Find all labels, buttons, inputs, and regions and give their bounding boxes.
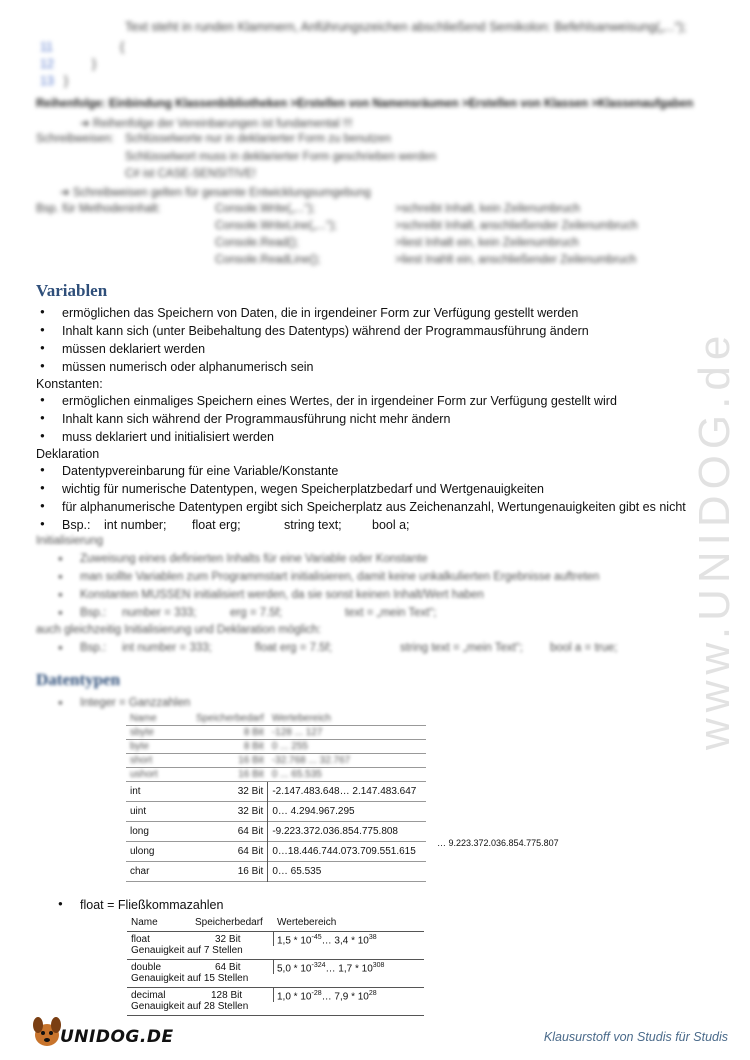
cell: 16 Bit	[192, 862, 268, 882]
list-item: ● ermöglichen das Speichern von Daten, die in irgendeiner Form zur Verfügung gestellt werden	[62, 306, 578, 320]
code-line: {	[120, 40, 125, 54]
list-item: ● ermöglichen einmaliges Speichern eines Wertes, der in irgendeiner Form zur Verfügung gestellt wird	[62, 394, 617, 408]
schreib-1: Schlüsselworte nur in deklarierter Form zu benutzen	[125, 133, 391, 145]
cell: decimal	[131, 990, 166, 1001]
integer-table	[126, 712, 426, 882]
konstanten-label: Konstanten:	[36, 377, 103, 391]
table-row	[127, 932, 424, 960]
init-label: Initialisierung	[36, 535, 104, 547]
cell: 8 Bit	[192, 740, 268, 754]
instruction-line: Text steht in runden Klammern, Anführungszeichen abschließend Semikolon: Befehlsanweisung(„...“);	[125, 20, 687, 34]
value: 1,5 * 10	[277, 935, 312, 947]
bsp-code: string text = „mein Text“;	[400, 642, 523, 654]
cell: 8 Bit	[192, 726, 268, 740]
cell: 64 Bit	[215, 962, 241, 973]
cell: 32 Bit	[192, 782, 268, 802]
value: … 1,7 * 10	[325, 963, 373, 975]
cell: 0 ... 255	[268, 740, 426, 754]
watermark: www.UNIDOG.de	[690, 329, 739, 750]
exponent: 308	[372, 962, 385, 969]
code-line-num: 13	[40, 74, 54, 88]
code-line-num: 11	[40, 40, 53, 54]
exponent: 38	[368, 934, 377, 941]
header-cell: Speicherbedarf	[195, 917, 263, 928]
bsp-code: number = 333;	[122, 607, 197, 619]
bsp-label: Bsp.:	[80, 607, 107, 619]
value: … 7,9 * 10	[321, 991, 369, 1003]
list-item: ● Inhalt kann sich (unter Beibehaltung des Datentyps) während der Programmausführung ändern	[62, 324, 589, 338]
schreib-3: C# ist CASE-SENSITIVE!	[125, 168, 257, 180]
schreib-label: Schreibweisen:	[36, 133, 114, 145]
cell: -2.147.483.648… 2.147.483.647	[268, 782, 426, 802]
float-label: ● float = Fließkommazahlen	[80, 898, 223, 912]
cell: sbyte	[126, 726, 192, 740]
logo-text: UNIDOG.DE	[60, 1027, 174, 1047]
value: 5,0 * 10	[277, 963, 312, 975]
list-item: ● Zuweisung eines definierten Inhalts für eine Variable oder Konstante	[80, 553, 428, 565]
order-heading: Reihenfolge: Einbindung Klassenbibliotheken >Erstellen von Namensräumen >Erstellen von Klassen >Klassenaufgaben	[36, 98, 694, 110]
float-table	[127, 915, 424, 1016]
cell: 128 Bit	[211, 990, 243, 1001]
table-header	[127, 915, 424, 932]
order-note	[80, 116, 352, 130]
table-row	[126, 842, 426, 862]
method-desc: >schreibt Inhalt, anschließender Zeilenumbruch	[395, 220, 638, 232]
exponent: -45	[311, 934, 322, 941]
cell: ushort	[126, 768, 192, 782]
bsp-code: float erg;	[192, 518, 241, 532]
method-name: Console.Write(„...“);	[215, 203, 316, 215]
cell: 16 Bit	[192, 768, 268, 782]
long-max-value: … 9.223.372.036.854.775.807	[437, 838, 559, 848]
cell: uint	[126, 802, 192, 822]
list-item: ● müssen deklariert werden	[62, 342, 205, 356]
value: 1,0 * 10	[277, 991, 312, 1003]
list-item: ● wichtig für numerische Datentypen, wegen Speicherplatzbedarf und Wertgenauigkeiten	[62, 482, 544, 496]
cell: -32.768 ... 32.767	[268, 754, 426, 768]
bsp-label: Bsp.:	[62, 518, 91, 532]
method-desc: >schreibt Inhalt, kein Zeilenumbruch	[395, 203, 581, 215]
code-line: }	[92, 57, 97, 71]
dog-icon	[30, 1015, 64, 1049]
bsp-code: erg = 7.5f;	[230, 607, 283, 619]
cell	[277, 934, 377, 946]
cell: double	[131, 962, 162, 973]
bsp-code: int number = 333;	[122, 642, 212, 654]
order-note-text: Reihenfolge der Vereinbarungen ist fundamental !!!	[92, 118, 353, 130]
cell: char	[126, 862, 192, 882]
table-row	[127, 988, 424, 1016]
cell: 0…18.446.744.073.709.551.615	[268, 842, 426, 862]
cell: 0… 4.294.967.295	[268, 802, 426, 822]
arrow-icon: ➜	[80, 118, 93, 130]
table-row	[126, 768, 426, 782]
cell: 32 Bit	[192, 802, 268, 822]
cell: 0… 65.535	[268, 862, 426, 882]
cell: Genauigkeit auf 15 Stellen	[131, 973, 249, 984]
header-cell: Wertebereich	[277, 917, 337, 928]
cell: 64 Bit	[192, 822, 268, 842]
method-name: Console.Read();	[215, 237, 299, 249]
header-cell: Wertebereich	[271, 713, 332, 724]
table-row	[126, 726, 426, 740]
footer-slogan: Klausurstoff von Studis für Studis	[543, 1030, 728, 1044]
method-desc: >liest Inhalt ein, kein Zeilenumbruch	[395, 237, 579, 249]
cell: float	[131, 934, 150, 945]
header-cell: Name	[131, 917, 158, 928]
cell: ulong	[126, 842, 192, 862]
table-row	[127, 960, 424, 988]
bsp-code: bool a;	[372, 518, 410, 532]
list-item: ● Konstanten MÜSSEN initialisiert werden, da sie sonst keinen Inhalt/Wert haben	[80, 589, 484, 601]
cell: Genauigkeit auf 28 Stellen	[131, 1001, 249, 1012]
cell: 16 Bit	[192, 754, 268, 768]
header-cell: Speicherbedarf	[196, 713, 264, 724]
exponent: -324	[311, 962, 326, 969]
table-row	[126, 802, 426, 822]
schreib-note	[60, 185, 371, 199]
list-item: ● man sollte Variablen zum Programmstart initialisieren, damit keine unkalkulierten Ergebnisse auftreten	[80, 571, 599, 583]
table-row	[126, 754, 426, 768]
cell: -128 ... 127	[268, 726, 426, 740]
list-item-bsp	[62, 518, 410, 532]
cell	[277, 990, 377, 1002]
list-item: ● muss deklariert und initialisiert werden	[62, 430, 274, 444]
cell	[277, 962, 384, 974]
cell: 64 Bit	[192, 842, 268, 862]
section-title-variablen: Variablen	[36, 281, 108, 300]
bsp-code: string text;	[284, 518, 342, 532]
list-item-bsp	[80, 607, 437, 619]
schreib-note-text: Schreibweisen gelten für gesamte Entwicklungsumgebung	[72, 187, 371, 199]
list-item: ● Datentypvereinbarung für eine Variable/Konstante	[62, 464, 338, 478]
table-header	[126, 712, 426, 726]
bsp-code: text = „mein Text“;	[345, 607, 437, 619]
list-item: ● Inhalt kann sich während der Programmausführung nicht mehr ändern	[62, 412, 450, 426]
list-item-bsp	[80, 642, 618, 654]
cell: -9.223.372.036.854.775.808	[268, 822, 426, 842]
cell: short	[126, 754, 192, 768]
table-row	[126, 822, 426, 842]
section-title-datentypen: Datentypen	[36, 670, 121, 689]
method-desc: >liest Inahlt ein, anschließender Zeilenumbruch	[395, 254, 637, 266]
schreib-2: Schlüsselwort muss in deklarierter Form geschrieben werden	[125, 151, 437, 163]
table-row	[126, 862, 426, 882]
bsp-code: float erg = 7.5f;	[255, 642, 333, 654]
cell: 32 Bit	[215, 934, 241, 945]
both-label: auch gleichzeitig Initialisierung und Deklaration möglich:	[36, 624, 322, 636]
bsp-code: int number;	[104, 518, 167, 532]
exponent: 28	[368, 990, 377, 997]
value: … 3,4 * 10	[321, 935, 369, 947]
list-item: ● für alphanumerische Datentypen ergibt sich Speicherplatz aus Zeichenanzahl, Wertungenauigkeiten gibt es nicht	[62, 500, 686, 514]
integer-label: ● Integer = Ganzzahlen	[80, 697, 190, 709]
code-line-num: 12	[40, 57, 54, 71]
cell: long	[126, 822, 192, 842]
method-name: Console.WriteLine(„...“);	[215, 220, 337, 232]
cell: byte	[126, 740, 192, 754]
header-cell: Name	[130, 713, 157, 724]
exponent: -28	[311, 990, 322, 997]
cell: 0 ... 65.535	[268, 768, 426, 782]
bsp-label: Bsp.:	[80, 642, 107, 654]
deklaration-label: Deklaration	[36, 447, 100, 461]
cell: int	[126, 782, 192, 802]
method-name: Console.ReadLine();	[215, 254, 321, 266]
table-row	[126, 782, 426, 802]
bsp-code: bool a = true;	[550, 642, 618, 654]
list-item: ● müssen numerisch oder alphanumerisch sein	[62, 360, 314, 374]
cell: Genauigkeit auf 7 Stellen	[131, 945, 243, 956]
table-row	[126, 740, 426, 754]
code-line: }	[64, 74, 69, 88]
arrow-icon: ➜	[60, 187, 73, 199]
bsp-label: Bsp. für Methodeninhalt:	[36, 203, 161, 215]
